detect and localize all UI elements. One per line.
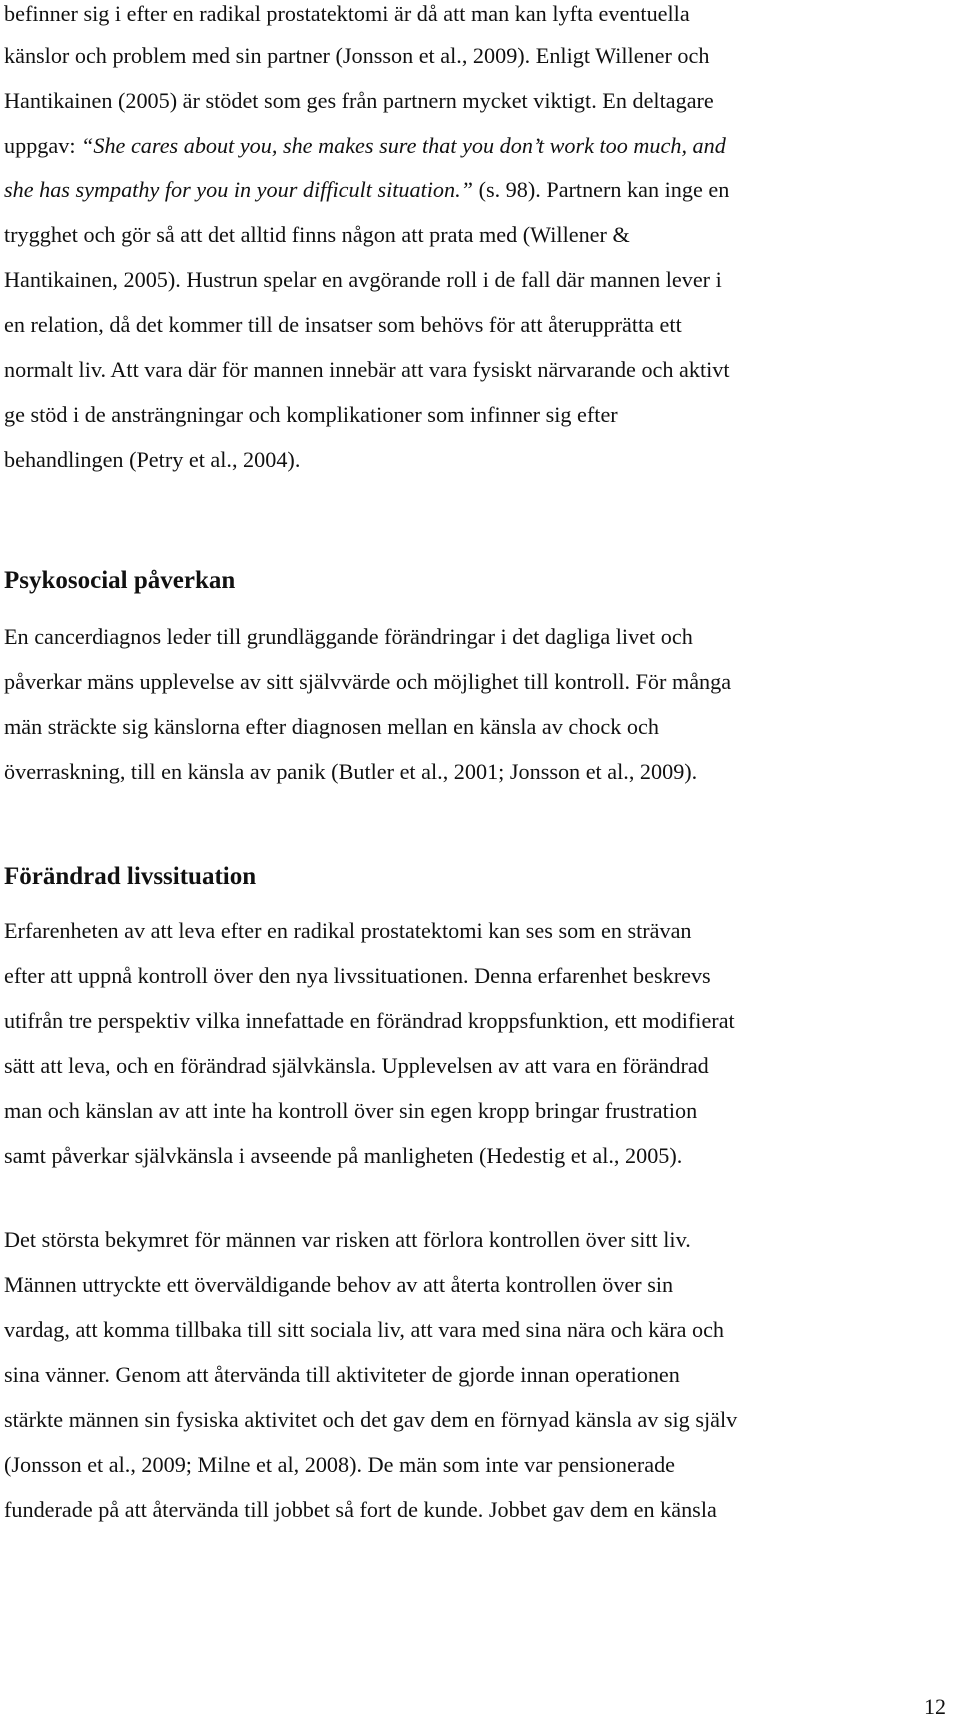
text-line: Hantikainen, 2005). Hustrun spelar en avgörande roll i de fall där mannen lever i <box>4 267 722 292</box>
text-line: funderade på att återvända till jobbet så fort de kunde. Jobbet gav dem en känsla <box>4 1497 717 1522</box>
text-line-lead: uppgav: <box>4 133 82 158</box>
page-number: 12 <box>924 1694 946 1719</box>
text-line: Männen uttryckte ett överväldigande behov av att återta kontrollen över sin <box>4 1272 674 1297</box>
text-line: samt påverkar självkänsla i avseende på manligheten (Hedestig et al., 2005). <box>4 1143 683 1168</box>
text-line: trygghet och gör så att det alltid finns någon att prata med (Willener & <box>4 222 630 247</box>
text-line: man och känslan av att inte ha kontroll över sin egen kropp bringar frustration <box>4 1098 698 1123</box>
text-line: behandlingen (Petry et al., 2004). <box>4 447 301 472</box>
text-line: (Jonsson et al., 2009; Milne et al, 2008). De män som inte var pensionerade <box>4 1452 676 1477</box>
text-line: överraskning, till en känsla av panik (Butler et al., 2001; Jonsson et al., 2009). <box>4 759 698 784</box>
quote-text: she has sympathy for you in your difficult situation.” <box>4 177 474 202</box>
text-line: stärkte männen sin fysiska aktivitet och det gav dem en förnyad känsla av sig själv <box>4 1407 738 1432</box>
text-line: sina vänner. Genom att återvända till aktiviteter de gjorde innan operationen <box>4 1362 680 1387</box>
text-line: känslor och problem med sin partner (Jonsson et al., 2009). Enligt Willener och <box>4 43 710 68</box>
text-line: En cancerdiagnos leder till grundläggande förändringar i det dagliga livet och <box>4 624 693 649</box>
text-line <box>4 131 726 161</box>
text-line: vardag, att komma tillbaka till sitt sociala liv, att vara med sina nära och kära och <box>4 1317 725 1342</box>
text-line <box>4 175 729 205</box>
text-line: en relation, då det kommer till de insatser som behövs för att återupprätta ett <box>4 312 682 337</box>
quote-text: “She cares about you, she makes sure that you don’t work too much, and <box>81 133 726 158</box>
text-line: utifrån tre perspektiv vilka innefattade en förändrad kroppsfunktion, ett modifierat <box>4 1008 735 1033</box>
section-heading-psykosocial: Psykosocial påverkan <box>4 567 236 594</box>
text-line-trail: (s. 98). Partnern kan inge en <box>473 177 730 202</box>
section-heading-forandrad: Förändrad livssituation <box>4 863 257 890</box>
text-line: Erfarenheten av att leva efter en radikal prostatektomi kan ses som en strävan <box>4 918 692 943</box>
text-line: ge stöd i de ansträngningar och komplikationer som infinner sig efter <box>4 402 618 427</box>
text-line: normalt liv. Att vara där för mannen innebär att vara fysiskt närvarande och aktivt <box>4 357 730 382</box>
text-line: sätt att leva, och en förändrad självkänsla. Upplevelsen av att vara en förändrad <box>4 1053 709 1078</box>
text-line: påverkar mäns upplevelse av sitt självvärde och möjlighet till kontroll. För många <box>4 669 732 694</box>
text-line: Hantikainen (2005) är stödet som ges från partnern mycket viktigt. En deltagare <box>4 88 714 113</box>
text-line: Det största bekymret för männen var risken att förlora kontrollen över sitt liv. <box>4 1227 691 1252</box>
text-line: befinner sig i efter en radikal prostatektomi är då att man kan lyfta eventuella <box>4 1 690 26</box>
text-line: efter att uppnå kontroll över den nya livssituationen. Denna erfarenhet beskrevs <box>4 963 711 988</box>
text-line: män sträckte sig känslorna efter diagnosen mellan en känsla av chock och <box>4 714 659 739</box>
